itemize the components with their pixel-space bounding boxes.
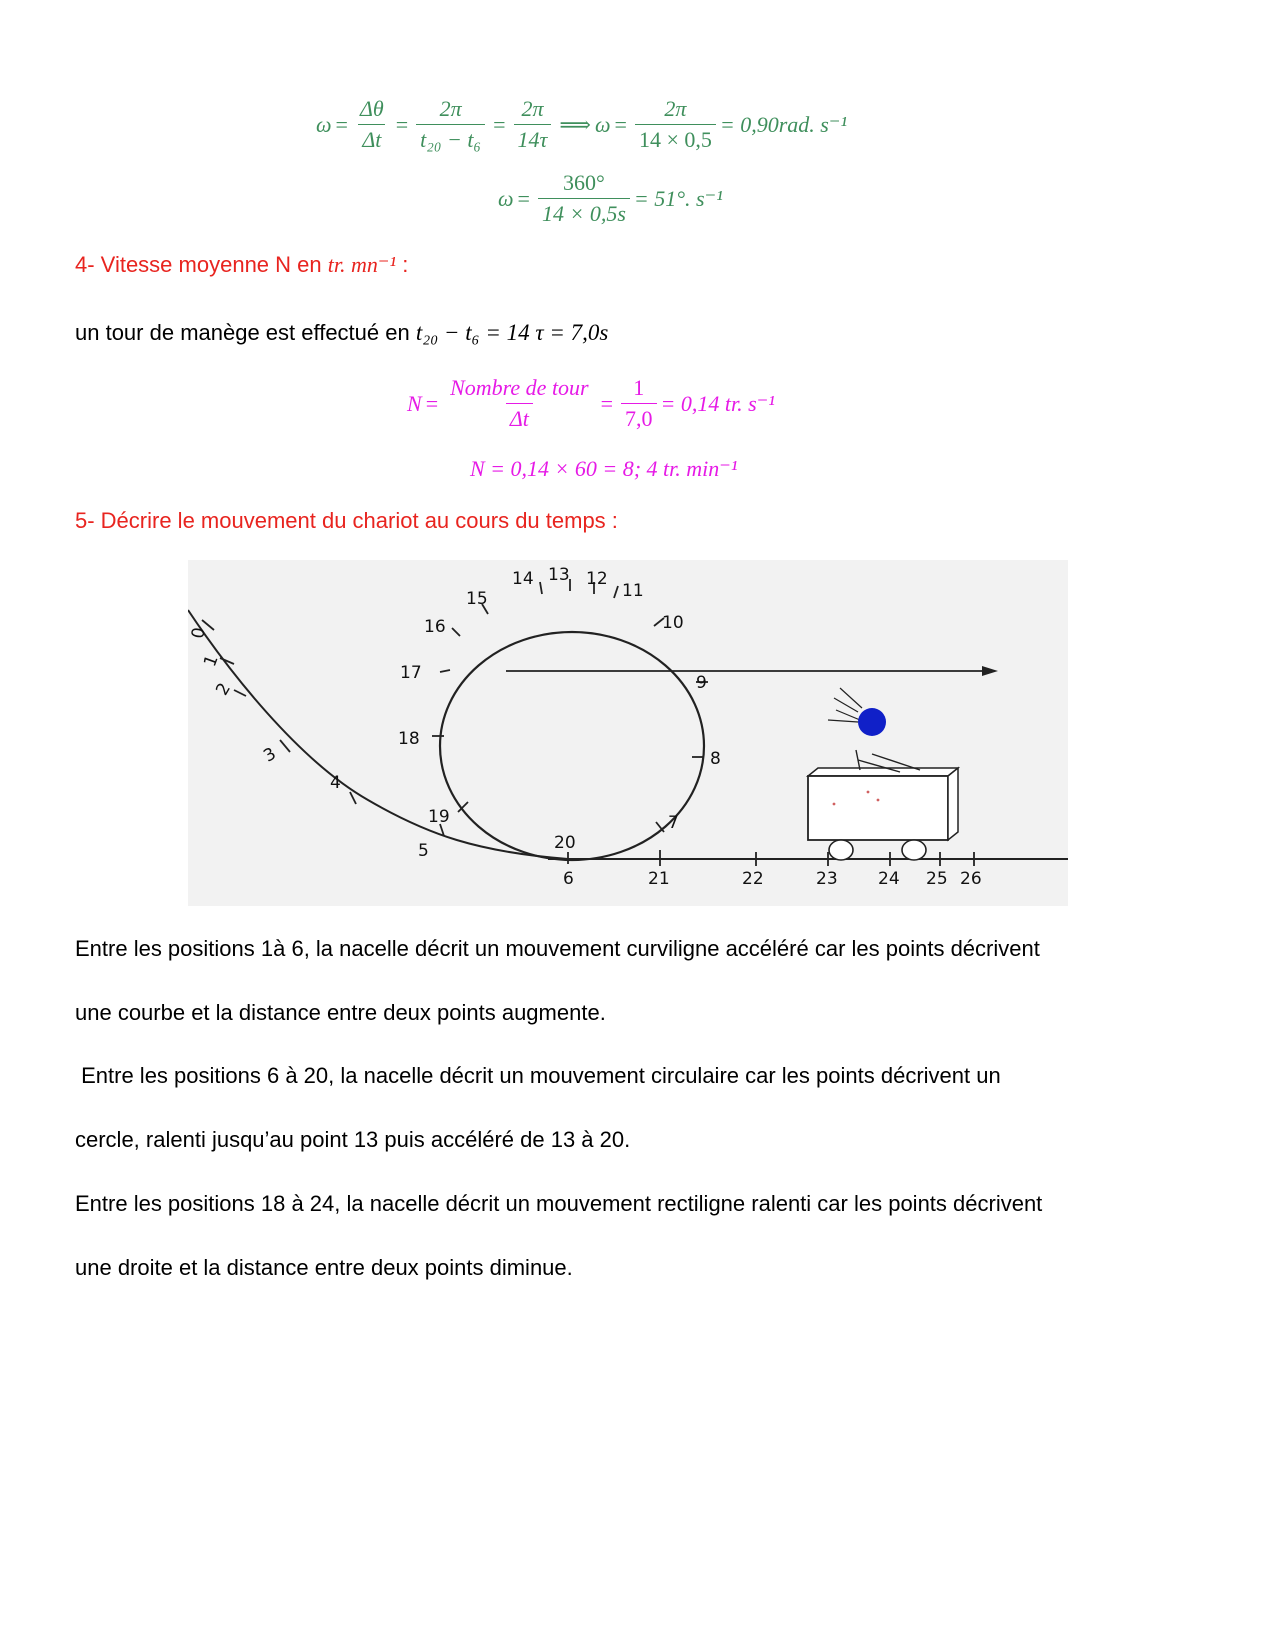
position-label: 25 [926,869,948,889]
denominator: 14 × 0,5s [538,198,630,227]
equals-sign: = [600,390,614,416]
position-label: 3 [260,743,280,767]
paragraph-2b: cercle, ralenti jusqu’au point 13 puis accéléré de 13 à 20. [75,1127,631,1152]
position-label: 23 [816,869,838,889]
position-label: 12 [586,569,608,589]
position-label: 0 [188,626,210,641]
numerator: Nombre de tour [450,375,589,400]
position-label: 4 [330,773,341,793]
section-4-unit: tr. mn⁻¹ [327,252,397,277]
denominator: Δt [358,124,385,153]
fraction-2pi-14x05 [635,96,716,153]
n-rpm-text: N = 0,14 × 60 = 8; 4 tr. min⁻¹ [470,456,738,481]
approach-curve [188,610,568,859]
equals-sign: = [493,111,506,137]
paragraph-3a: Entre les positions 18 à 24, la nacelle décrit un mouvement rectiligne ralenti car les points décrivent [75,1191,1043,1216]
denominator: 14τ [514,124,552,153]
position-label: 6 [563,869,574,889]
position-label: 20 [554,833,576,853]
fraction-2pi-t20-t6 [416,96,485,153]
position-label: 19 [428,807,450,827]
denominator: 14 × 0,5 [635,124,716,153]
numerator: Δθ [359,96,384,121]
implies-sign: ⟹ [559,111,591,137]
position-label: 10 [662,613,684,633]
position-label: 11 [622,581,644,601]
cart-icon [808,768,958,860]
numerator: 1 [633,375,645,400]
position-label: 17 [400,663,422,683]
revolution-math: t₂₀ − t₆ = 14 τ = 7,0s [415,320,609,345]
omega-degree-result: = 51°. s⁻¹ [633,185,723,211]
section-4-heading [75,252,408,278]
numerator: 2π [521,96,544,121]
omega-symbol: ω [594,111,611,137]
numerator: 2π [664,96,687,121]
revolution-text: un tour de manège est effectué en [75,320,416,345]
position-label: 8 [710,749,721,769]
position-label: 26 [960,869,982,889]
fraction-tours-dt [446,375,593,432]
section-4-colon: : [396,252,409,277]
fraction-2pi-14tau [514,96,552,153]
denominator: Δt [506,403,533,432]
position-label: 15 [466,589,488,609]
fraction-1-7 [621,375,657,432]
position-label: 18 [398,729,420,749]
position-label: 14 [512,569,534,589]
loop-circle [440,632,704,860]
position-label: 22 [742,869,764,889]
denominator: 7,0 [621,403,657,432]
position-label: 9 [696,673,707,693]
equals-sign: = [335,111,348,137]
position-label: 7 [668,813,679,833]
position-label: 21 [648,869,670,889]
paragraph-2a: Entre les positions 6 à 20, la nacelle décrit un mouvement circulaire car les points décrivent un [75,1063,1001,1088]
numerator: 2π [439,96,462,121]
omega-symbol: ω [498,185,514,211]
equals-sign: = [395,111,409,137]
n-rpm-equation [470,456,737,482]
fraction-360-14x05s [538,170,630,227]
n-symbol: N [407,390,422,416]
arrow-head-icon [982,666,998,676]
rider-icon [828,688,920,772]
omega-result: = 0,90rad. s⁻¹ [719,111,848,137]
equals-sign: = [517,185,530,211]
position-label: 16 [424,617,446,637]
paragraph-1a: Entre les positions 1à 6, la nacelle décrit un mouvement curviligne accéléré car les points décrivent [75,936,1040,961]
position-label: 13 [548,565,570,585]
position-label: 2 [212,679,235,699]
section-5-title: 5- Décrire le mouvement du chariot au cours du temps : [75,508,618,533]
equals-sign: = [425,390,439,416]
numerator: 360° [563,170,605,195]
revolution-sentence [75,320,608,346]
position-label: 1 [200,652,223,670]
section-4-title: 4- Vitesse moyenne N en [75,252,328,277]
denominator: t₂₀ − t₆ [416,124,485,153]
n-equation [407,375,775,432]
equals-sign: = [614,111,627,137]
paragraph-3b: une droite et la distance entre deux points diminue. [75,1255,573,1280]
omega-equation [316,96,847,153]
position-label: 5 [418,841,429,861]
omega-symbol: ω [316,111,332,137]
section-5-heading [75,508,618,534]
paragraph-1b: une courbe et la distance entre deux points augmente. [75,1000,606,1025]
fraction-dtheta-dt [356,96,388,153]
position-label: 24 [878,869,900,889]
roller-coaster-drawing [188,560,1068,906]
n-result: = 0,14 tr. s⁻¹ [660,390,775,416]
omega-degree-equation [498,170,723,227]
rider-head [858,708,886,736]
roller-coaster-figure [188,560,1068,906]
